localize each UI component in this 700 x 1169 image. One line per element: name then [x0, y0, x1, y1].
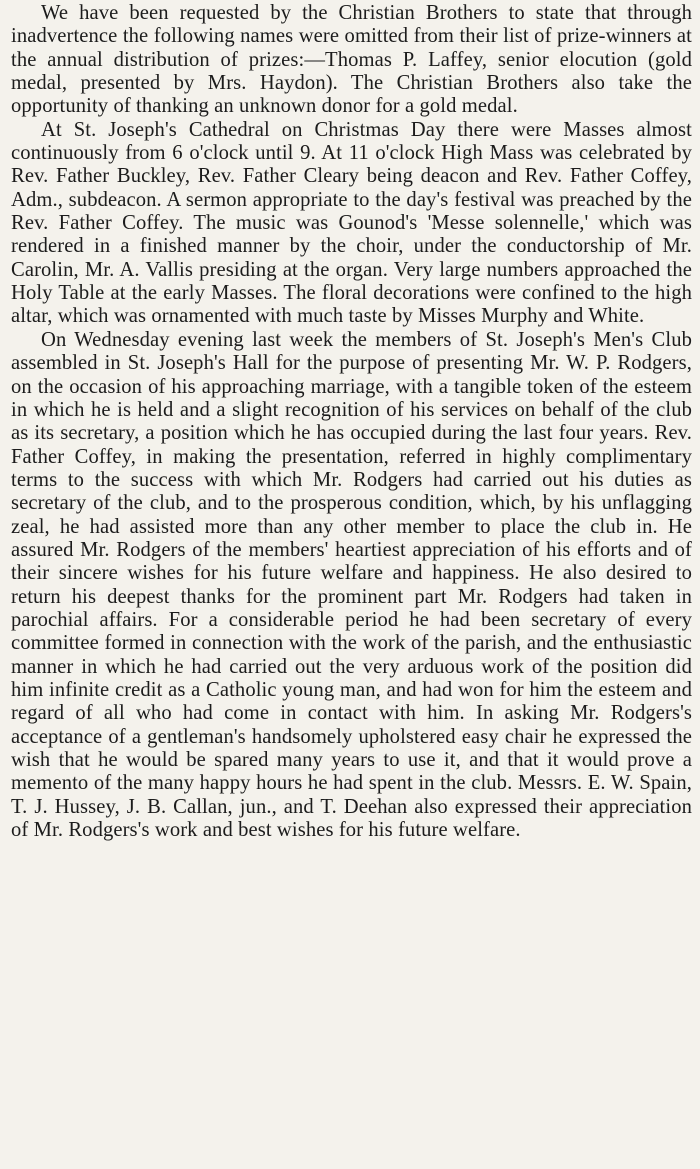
paragraph-mens-club-presentation: On Wednesday evening last week the members of St. Joseph's Men's Club assembled in St. Joseph's Hall for the purpose of presenting Mr. W. P. Rodgers, on the occasion of his approaching marriage, with a tangible token of the esteem in which he is held and a slight recognition of his services on behalf of the club as its secretary, a position which he has occupied during the last four years. Rev. Father Coffey, in making the presentation, referred in highly complimentary terms to the success with which Mr. Rodgers had carried out his duties as secretary of the club, and to the prosperous condition, which, by his unflagging zeal, he had assisted more than any other member to place the club in. He assured Mr. Rodgers of the members' heartiest appreciation of his efforts and of their sincere wishes for his future welfare and happiness. He also desired to return his deepest thanks for the prominent part Mr. Rodgers had taken in parochial affairs. For a considerable period he had been secretary of every committee formed in connection with the work of the parish, and the enthusiastic manner in which he had carried out the very arduous work of the position did him infinite credit as a Catholic young man, and had won for him the esteem and regard of all who had come in contact with him. In asking Mr. Rodgers's acceptance of a gentleman's handsomely upholstered easy chair he expressed the wish that he would be spared many years to use it, and that it would prove a memento of the many happy hours he had spent in the club. Messrs. E. W. Spain, T. J. Hussey, J. B. Callan, jun., and T. Deehan also expressed their appreciation of Mr. Rodgers's work and best wishes for his future welfare. — [11, 328, 692, 842]
paragraph-prize-winners: We have been requested by the Christian Brothers to state that through inadvertence the following names were omitted from their list of prize-winners at the annual distribution of prizes:—Thomas P. Laffey, senior elocution (gold medal, presented by Mrs. Haydon). The Christian Brothers also take the opportunity of thanking an unknown donor for a gold medal. — [11, 2, 692, 118]
paragraph-christmas-masses: At St. Joseph's Cathedral on Christmas Day there were Masses almost continuously from 6 o'clock until 9. At 11 o'clock High Mass was celebrated by Rev. Father Buckley, Rev. Father Cleary being deacon and Rev. Father Coffey, Adm., subdeacon. A sermon appropriate to the day's festival was preached by the Rev. Father Coffey. The music was Gounod's 'Messe solennelle,' which was rendered in a finished manner by the choir, under the conductorship of Mr. Carolin, Mr. A. Vallis presiding at the organ. Very large numbers approached the Holy Table at the early Masses. The floral decorations were confined to the high altar, which was ornamented with much taste by Misses Murphy and White. — [11, 118, 692, 328]
article-column — [11, 2, 692, 842]
